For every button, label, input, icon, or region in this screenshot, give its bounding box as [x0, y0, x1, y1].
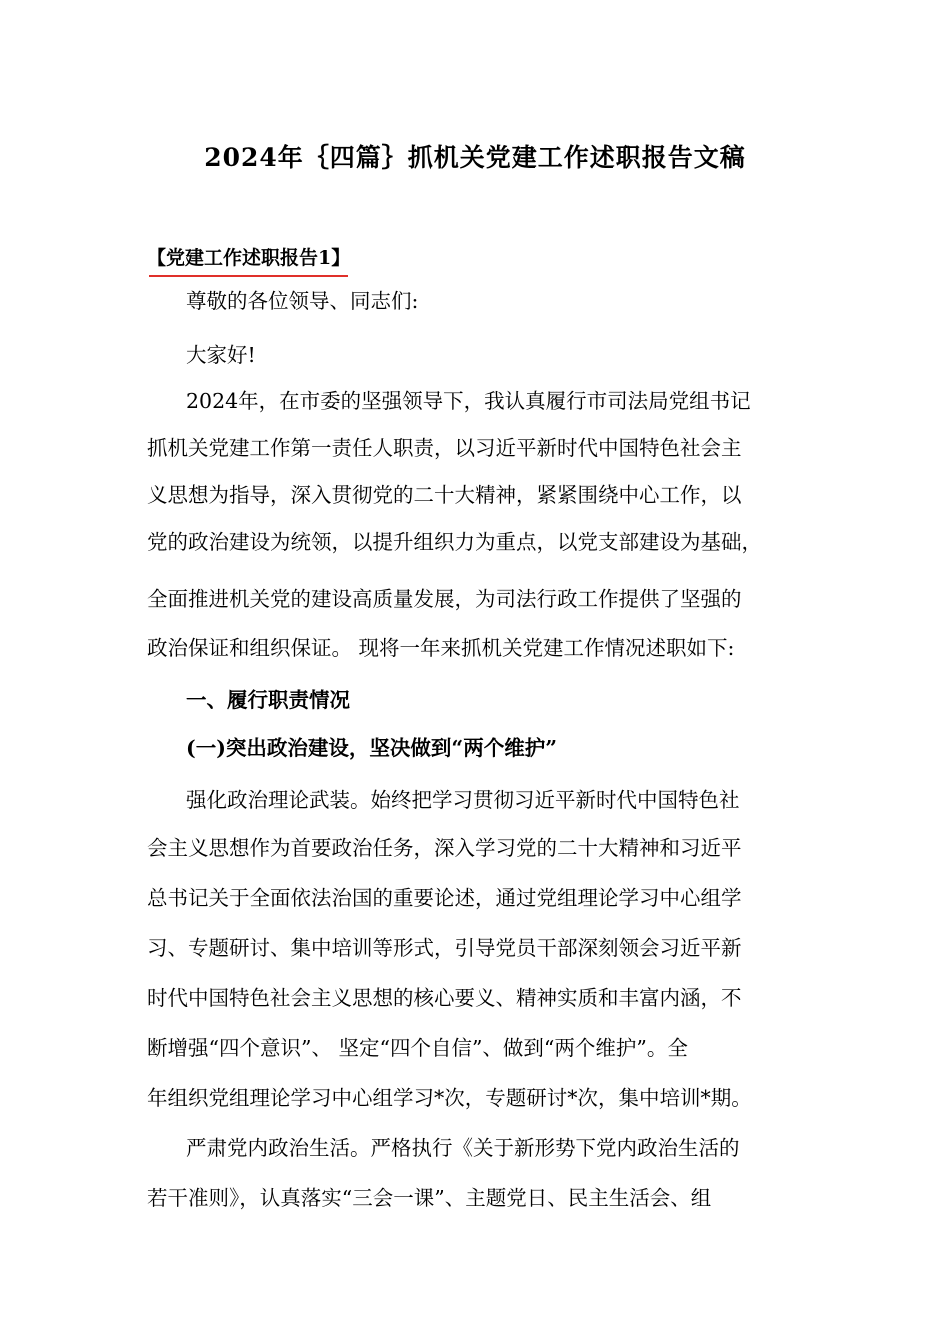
heading-level-1: 一、履行职责情况 — [186, 688, 350, 712]
salutation: 尊敬的各位领导、同志们: — [186, 289, 419, 313]
paragraph-line: 时代中国特色社会主义思想的核心要义、精神实质和丰富内涵，不 — [147, 986, 742, 1010]
paragraph-line: 断增强“四个意识”、 坚定“四个自信”、做到“两个维护”。全 — [147, 1036, 688, 1060]
paragraph-line: 若干准则》，认真落实“三会一课”、主题党日、民主生活会、组 — [147, 1186, 712, 1210]
greeting: 大家好! — [186, 343, 256, 367]
paragraph-line: 抓机关党建工作第一责任人职责，以习近平新时代中国特色社会主 — [147, 436, 742, 460]
paragraph-line: 会主义思想作为首要政治任务，深入学习党的二十大精神和习近平 — [147, 836, 742, 860]
heading-level-2: (一)突出政治建设，坚决做到“两个维护” — [186, 736, 557, 760]
paragraph-line: 义思想为指导，深入贯彻党的二十大精神，紧紧围绕中心工作，以 — [147, 483, 742, 507]
paragraph-line: 政治保证和组织保证。 现将一年来抓机关党建工作情况述职如下: — [147, 636, 735, 660]
paragraph-line: 年组织党组理论学习中心组学习*次，专题研讨*次，集中培训*期。 — [147, 1086, 752, 1110]
spellcheck-underline — [149, 275, 348, 277]
section-heading-text: 【党建工作述职报告1】 — [147, 247, 351, 269]
paragraph-line: 总书记关于全面依法治国的重要论述，通过党组理论学习中心组学 — [147, 886, 742, 910]
paragraph-line: 强化政治理论武装。始终把学习贯彻习近平新时代中国特色社 — [186, 788, 740, 812]
document-title: 2024年｛四篇｝抓机关党建工作述职报告文稿 — [204, 143, 746, 172]
paragraph-line: 习、专题研讨、集中培训等形式，引导党员干部深刻领会习近平新 — [147, 936, 742, 960]
paragraph-line: 党的政治建设为统领，以提升组织力为重点，以党支部建设为基础， — [147, 530, 762, 554]
section-heading — [147, 243, 350, 270]
paragraph-line: 严肃党内政治生活。严格执行《关于新形势下党内政治生活的 — [186, 1136, 740, 1160]
paragraph-line: 2024年，在市委的坚强领导下，我认真履行市司法局党组书记 — [186, 389, 751, 413]
paragraph-line: 全面推进机关党的建设高质量发展，为司法行政工作提供了坚强的 — [147, 587, 742, 611]
